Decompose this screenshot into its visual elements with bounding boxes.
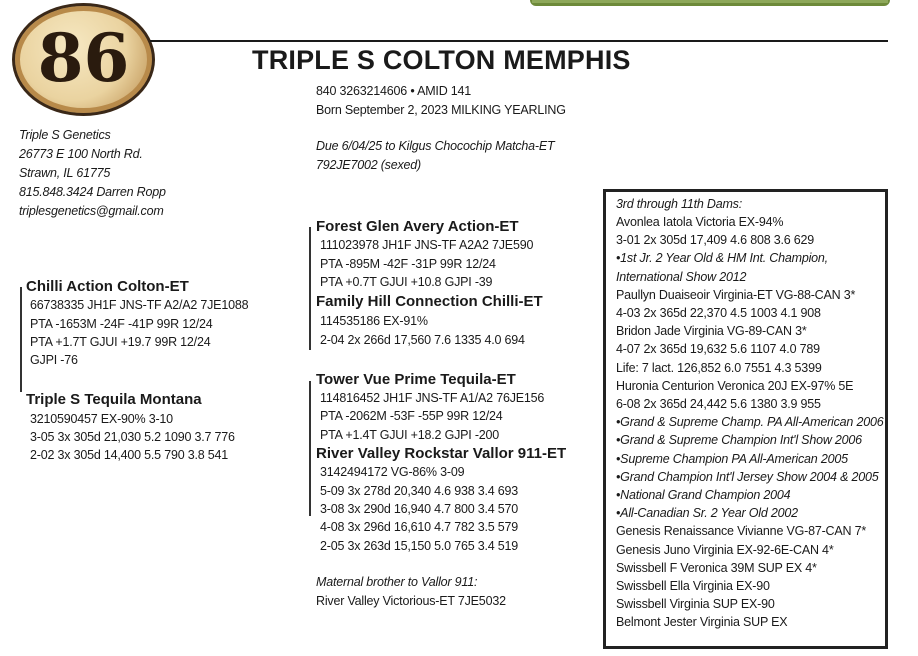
sire-detail: PTA -1653M -24F -41P 99R 12/24 — [30, 317, 213, 331]
dam-record-line: 4-07 2x 365d 19,632 5.6 1107 4.0 789 — [616, 342, 820, 357]
dam-sire-detail: PTA -2062M -53F -55P 99R 12/24 — [320, 409, 503, 423]
dam-honor-line: International Show 2012 — [616, 269, 747, 284]
dam-detail: 3-05 3x 305d 21,030 5.2 1090 3.7 776 — [30, 430, 235, 444]
dam-record-line: 4-03 2x 365d 22,370 4.5 1003 4.1 908 — [616, 306, 821, 320]
lot-number: 86 — [37, 19, 130, 97]
sire-sire-name: Forest Glen Avery Action-ET — [316, 218, 519, 235]
sire-dam-name: Family Hill Connection Chilli-ET — [316, 293, 543, 310]
registration-line: 840 3263214606 • AMID 141 — [316, 84, 472, 98]
dam-record-line: Genesis Juno Virginia EX-92-6E-CAN 4* — [616, 542, 834, 557]
sire-detail: PTA +1.7T GJUI +19.7 99R 12/24 — [30, 335, 211, 349]
dam-dam-detail: 2-05 3x 263d 15,150 5.0 765 3.4 519 — [320, 539, 519, 553]
sire-name: Chilli Action Colton-ET — [26, 278, 189, 295]
decorative-banner-edge — [530, 0, 890, 6]
sire-side-bracket — [309, 227, 311, 350]
dam-record-line: Genesis Renaissance Vivianne VG-87-CAN 7* — [616, 524, 867, 539]
dam-sire-detail: PTA +1.4T GJUI +18.2 GJPI -200 — [320, 428, 500, 442]
dam-sire-name: Tower Vue Prime Tequila-ET — [316, 371, 516, 388]
consignor-email: triplesgenetics@gmail.com — [19, 204, 164, 218]
sire-sire-detail: 111023978 JH1F JNS-TF A2A2 7JE590 — [320, 238, 534, 252]
consignor-city: Strawn, IL 61775 — [19, 166, 111, 180]
dam-record-line: Huronia Centurion Veronica 20J EX-97% 5E — [616, 378, 854, 393]
sire-dam-detail: 2-04 2x 266d 17,560 7.6 1335 4.0 694 — [320, 333, 525, 347]
consignor-phone: 815.848.3424 Darren Ropp — [19, 185, 166, 199]
sire-sire-detail: PTA -895M -42F -31P 99R 12/24 — [320, 257, 496, 271]
dam-dam-detail: 3142494172 VG-86% 3-09 — [320, 465, 465, 479]
dam-dam-detail: 3-08 3x 290d 16,940 4.7 800 3.4 570 — [320, 502, 519, 516]
sire-bracket — [20, 287, 22, 392]
dam-honor-line: •All-Canadian Sr. 2 Year Old 2002 — [616, 506, 798, 521]
maternal-brother-note: Maternal brother to Vallor 911: — [316, 575, 478, 589]
dam-honor-line: •Grand & Supreme Champ. PA All-American 2006 — [616, 415, 884, 430]
sire-dam-detail: 114535186 EX-91% — [320, 314, 428, 328]
dam-dam-detail: 4-08 3x 296d 16,610 4.7 782 3.5 579 — [320, 520, 519, 534]
due-sire-code: 792JE7002 (sexed) — [316, 158, 422, 172]
due-date-line: Due 6/04/25 to Kilgus Chocochip Matcha-ET — [316, 139, 555, 153]
dam-detail: 2-02 3x 305d 14,400 5.5 790 3.8 541 — [30, 448, 229, 462]
lot-number-badge — [12, 3, 155, 116]
sire-detail: GJPI -76 — [30, 353, 78, 367]
animal-name: TRIPLE S COLTON MEMPHIS — [252, 45, 631, 75]
dam-record-line: Swissbell Virginia SUP EX-90 — [616, 597, 775, 612]
sire-detail: 66738335 JH1F JNS-TF A2/A2 7JE1088 — [30, 298, 249, 312]
sire-sire-detail: PTA +0.7T GJUI +10.8 GJPI -39 — [320, 275, 493, 289]
dam-honor-line: •Grand & Supreme Champion Int'l Show 2006 — [616, 433, 862, 448]
dams-pedigree-box — [603, 189, 888, 649]
birth-line: Born September 2, 2023 MILKING YEARLING — [316, 103, 566, 117]
dams-box-heading: 3rd through 11th Dams: — [616, 197, 742, 211]
dam-record-line: 6-08 2x 365d 24,442 5.6 1380 3.9 955 — [616, 397, 821, 411]
consignor-name: Triple S Genetics — [19, 128, 111, 142]
header-rule — [150, 40, 888, 42]
dam-honor-line: •National Grand Champion 2004 — [616, 488, 791, 502]
dam-honor-line: •Supreme Champion PA All-American 2005 — [616, 451, 848, 466]
dam-dam-name: River Valley Rockstar Vallor 911-ET — [316, 445, 567, 462]
dam-record-line: Belmont Jester Virginia SUP EX — [616, 615, 788, 630]
dam-name: Triple S Tequila Montana — [26, 391, 202, 408]
dam-dam-detail: 5-09 3x 278d 20,340 4.6 938 3.4 693 — [320, 484, 519, 498]
dam-record-line: Paullyn Duaiseoir Virginia-ET VG-88-CAN 3* — [616, 287, 856, 302]
dam-honor-line: •1st Jr. 2 Year Old & HM Int. Champion, — [616, 251, 828, 266]
dam-sire-detail: 114816452 JH1F JNS-TF A1/A2 76JE156 — [320, 391, 545, 405]
dam-record-line: Bridon Jade Virginia VG-89-CAN 3* — [616, 324, 807, 339]
dam-record-line: Swissbell F Veronica 39M SUP EX 4* — [616, 560, 817, 575]
consignor-address: 26773 E 100 North Rd. — [19, 147, 143, 161]
dam-honor-line: •Grand Champion Int'l Jersey Show 2004 & 2005 — [616, 469, 879, 484]
maternal-brother-name: River Valley Victorious-ET 7JE5032 — [316, 594, 506, 608]
dam-detail: 3210590457 EX-90% 3-10 — [30, 412, 173, 426]
dam-side-bracket — [309, 381, 311, 516]
dam-record-line: Life: 7 lact. 126,852 6.0 7551 4.3 5399 — [616, 360, 822, 375]
dam-record-line: Avonlea Iatola Victoria EX-94% — [616, 215, 784, 229]
dam-record-line: Swissbell Ella Virginia EX-90 — [616, 579, 770, 593]
dam-record-line: 3-01 2x 305d 17,409 4.6 808 3.6 629 — [616, 233, 815, 248]
